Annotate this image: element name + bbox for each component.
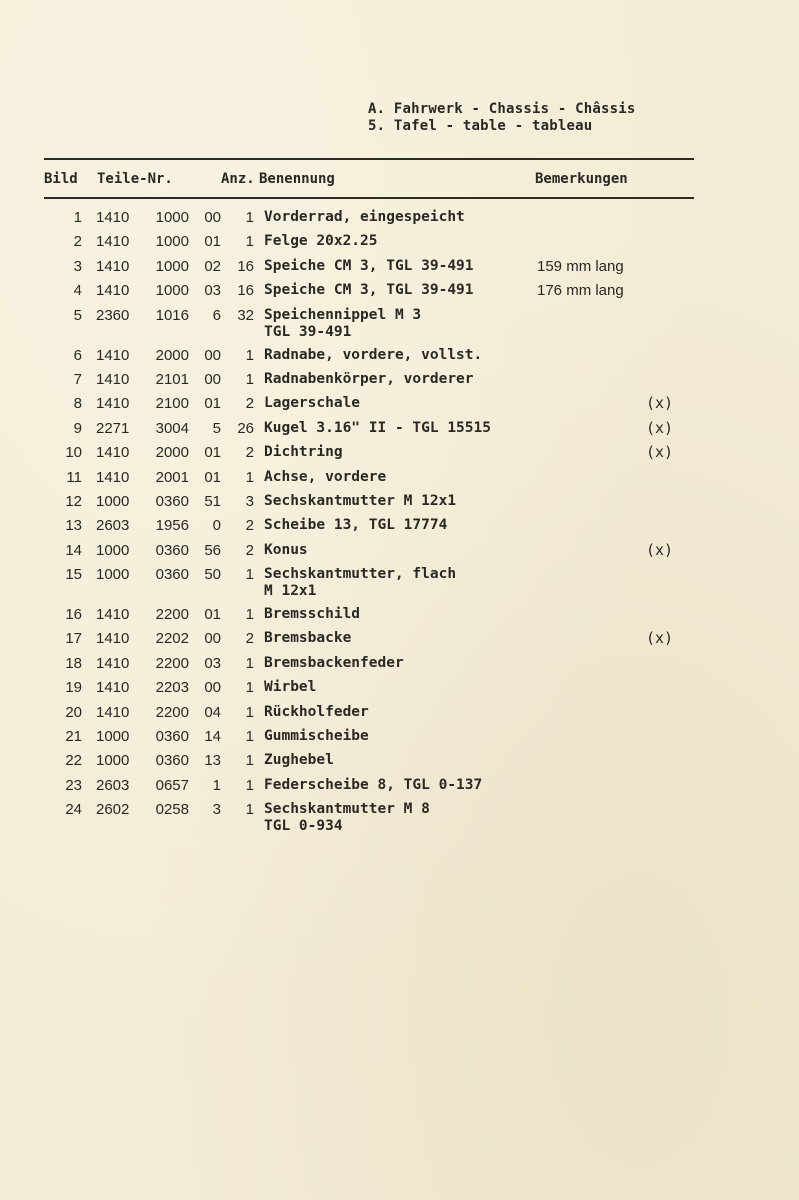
row-part-number-1: 1000: [96, 492, 130, 510]
row-part-number-3: 04: [204, 703, 221, 721]
row-benennung-line-1: Konus: [264, 541, 308, 558]
table-row: [0, 395, 799, 419]
row-part-number-2: 0360: [155, 541, 189, 559]
row-benennung: [264, 371, 474, 388]
row-part-number-2: 1000: [155, 257, 189, 275]
table-row: [0, 493, 799, 517]
row-quantity: 1: [245, 728, 254, 746]
row-benennung: [264, 801, 430, 835]
row-benennung: [264, 728, 369, 745]
row-benennung-line-1: Radnabe, vordere, vollst.: [264, 346, 483, 363]
row-part-number-1: 2602: [96, 801, 130, 819]
row-part-number-1: 2271: [96, 419, 130, 437]
row-benennung-line-1: Zughebel: [264, 752, 334, 769]
table-row: [0, 371, 799, 395]
row-benennung-line-1: Vorderrad, eingespeicht: [264, 209, 465, 225]
row-bild: 7: [73, 370, 82, 388]
row-part-number-1: 1410: [96, 346, 130, 364]
table-row: [0, 777, 799, 801]
row-benennung-line-2: M 12x1: [264, 583, 317, 600]
table-row: [0, 444, 799, 468]
row-part-number-1: 1410: [96, 257, 130, 275]
row-part-number-1: 1410: [96, 606, 130, 624]
row-part-number-3: 01: [204, 606, 221, 624]
row-part-number-3: 00: [204, 679, 221, 697]
row-benennung: [264, 307, 421, 341]
row-benennung-line-1: Radnabenkörper, vorderer: [264, 370, 474, 387]
heading-line-2: 5. Tafel - table - tableau: [368, 118, 593, 134]
row-part-number-1: 1000: [96, 541, 130, 559]
column-header-anz: Anz.: [221, 171, 255, 187]
row-benennung: [264, 209, 465, 226]
row-quantity: 1: [245, 606, 254, 624]
row-benennung: [264, 630, 351, 647]
row-part-number-2: 1000: [155, 209, 189, 226]
row-benennung-line-1: Sechskantmutter M 8: [264, 801, 430, 818]
table-row: [0, 347, 799, 371]
row-part-number-2: 2000: [155, 346, 189, 364]
column-header-teile-nr: Teile-Nr.: [97, 171, 173, 187]
row-part-number-1: 1000: [96, 752, 130, 770]
row-benennung: [264, 347, 482, 364]
row-part-number-1: 1000: [96, 728, 130, 746]
row-benennung-line-1: Speiche CM 3, TGL 39-491: [264, 282, 474, 299]
row-bild: 4: [73, 282, 82, 300]
row-part-number-1: 1410: [96, 444, 130, 462]
row-benennung-line-1: Achse, vordere: [264, 468, 387, 485]
row-benennung-line-1: Wirbel: [264, 679, 317, 696]
row-benennung-line-1: Dichtring: [264, 444, 343, 461]
row-quantity: 1: [245, 679, 254, 697]
row-part-number-1: 1000: [96, 566, 130, 584]
row-benennung: [264, 752, 334, 769]
row-part-number-2: 0657: [155, 776, 189, 794]
row-benennung: [264, 493, 456, 510]
row-benennung-line-2: TGL 39-491: [264, 323, 352, 340]
row-benennung-line-2: TGL 0-934: [264, 818, 343, 835]
row-part-number-3: 14: [204, 728, 221, 746]
row-bild: 8: [73, 395, 82, 413]
row-bild: 20: [65, 703, 82, 721]
row-part-number-3: 56: [204, 541, 221, 559]
row-quantity: 1: [245, 801, 254, 819]
row-quantity: 2: [245, 541, 254, 559]
table-row: [0, 679, 799, 703]
row-bild: 17: [65, 630, 82, 648]
row-benennung: [264, 395, 360, 412]
column-header-bild: Bild: [44, 171, 78, 187]
row-benennung-line-1: Speichennippel M 3: [264, 306, 422, 323]
row-part-number-1: 1410: [96, 370, 130, 388]
row-part-number-1: 2360: [96, 306, 130, 324]
table-row: [0, 728, 799, 752]
row-bild: 21: [65, 728, 82, 746]
row-part-number-3: 3: [212, 801, 221, 819]
row-part-number-3: 03: [204, 282, 221, 300]
table-row: [0, 655, 799, 679]
row-bild: 24: [65, 801, 82, 819]
row-quantity: 1: [245, 370, 254, 388]
row-benennung-line-1: Speiche CM 3, TGL 39-491: [264, 257, 474, 274]
row-part-number-1: 1410: [96, 679, 130, 697]
row-part-number-2: 1956: [155, 517, 189, 535]
row-benennung: [264, 517, 447, 534]
row-benennung-line-1: Lagerschale: [264, 395, 361, 412]
table-row: [0, 704, 799, 728]
table-top-rule: [44, 158, 694, 160]
row-quantity: 2: [245, 630, 254, 648]
row-bild: 22: [65, 752, 82, 770]
table-row: [0, 517, 799, 541]
table-row: [0, 606, 799, 630]
row-part-number-2: 3004: [155, 419, 189, 437]
row-part-number-2: 2200: [155, 654, 189, 672]
row-part-number-3: 50: [204, 566, 221, 584]
column-header-benennung: Benennung: [259, 171, 335, 187]
row-benennung: [264, 704, 369, 721]
table-row: [0, 630, 799, 654]
row-quantity: 1: [245, 566, 254, 584]
row-part-number-1: 1410: [96, 468, 130, 486]
table-header-rule: [44, 197, 694, 199]
row-part-number-2: 0360: [155, 752, 189, 770]
row-benennung-line-1: Sechskantmutter, flach: [264, 566, 457, 583]
row-part-number-2: 0360: [155, 566, 189, 584]
table-row: [0, 209, 799, 233]
row-benennung: [264, 542, 308, 559]
row-bild: 18: [65, 654, 82, 672]
row-quantity: 1: [245, 233, 254, 251]
row-part-number-3: 00: [204, 370, 221, 388]
row-bild: 5: [73, 306, 82, 324]
row-bild: 12: [65, 492, 82, 510]
row-part-number-3: 03: [204, 654, 221, 672]
row-quantity: 2: [245, 444, 254, 462]
table-row: [0, 542, 799, 566]
table-row: [0, 307, 799, 347]
row-bild: 2: [73, 233, 82, 251]
row-quantity: 16: [237, 257, 254, 275]
row-part-number-1: 1410: [96, 630, 130, 648]
row-bild: 19: [65, 679, 82, 697]
row-remark: 176 mm lang: [537, 282, 624, 300]
row-benennung-line-1: Felge 20x2.25: [264, 233, 378, 250]
row-quantity: 1: [245, 752, 254, 770]
row-mark: (x): [646, 540, 674, 559]
row-quantity: 1: [245, 346, 254, 364]
row-benennung: [264, 777, 482, 794]
row-quantity: 1: [245, 776, 254, 794]
row-part-number-2: 1000: [155, 282, 189, 300]
row-part-number-3: 6: [212, 306, 221, 324]
row-benennung: [264, 469, 386, 486]
row-part-number-2: 0360: [155, 492, 189, 510]
column-header-bemerkungen: Bemerkungen: [535, 171, 628, 187]
table-row: [0, 566, 799, 606]
row-part-number-2: 2203: [155, 679, 189, 697]
row-part-number-2: 1000: [155, 233, 189, 251]
row-part-number-1: 1410: [96, 703, 130, 721]
row-quantity: 1: [245, 703, 254, 721]
row-part-number-3: 1: [212, 776, 221, 794]
row-part-number-3: 01: [204, 233, 221, 251]
row-part-number-3: 13: [204, 752, 221, 770]
table-row: [0, 752, 799, 776]
row-quantity: 3: [245, 492, 254, 510]
row-part-number-2: 2202: [155, 630, 189, 648]
row-benennung-line-1: Kugel 3.16" II - TGL 15515: [264, 419, 491, 436]
row-part-number-1: 2603: [96, 517, 130, 535]
row-part-number-3: 51: [204, 492, 221, 510]
row-bild: 6: [73, 346, 82, 364]
row-benennung: [264, 606, 360, 623]
row-quantity: 16: [237, 282, 254, 300]
row-benennung: [264, 420, 491, 437]
row-benennung-line-1: Gummischeibe: [264, 728, 369, 745]
row-part-number-3: 0: [212, 517, 221, 535]
row-part-number-3: 5: [212, 419, 221, 437]
row-quantity: 32: [237, 306, 254, 324]
row-bild: 3: [73, 257, 82, 275]
row-benennung: [264, 655, 404, 672]
row-part-number-1: 1410: [96, 654, 130, 672]
row-benennung: [264, 444, 343, 461]
table-row: [0, 282, 799, 306]
row-bild: 16: [65, 606, 82, 624]
table-row: [0, 469, 799, 493]
row-benennung-line-1: Federscheibe 8, TGL 0-137: [264, 776, 483, 793]
row-part-number-2: 2200: [155, 606, 189, 624]
row-part-number-2: 0360: [155, 728, 189, 746]
row-part-number-1: 1410: [96, 395, 130, 413]
row-part-number-2: 2100: [155, 395, 189, 413]
row-part-number-1: 1410: [96, 209, 130, 226]
row-quantity: 26: [237, 419, 254, 437]
row-part-number-3: 00: [204, 209, 221, 226]
row-benennung: [264, 258, 474, 275]
row-part-number-2: 2200: [155, 703, 189, 721]
table-row: [0, 233, 799, 257]
table-row: [0, 258, 799, 282]
row-part-number-2: 1016: [155, 306, 189, 324]
row-part-number-3: 01: [204, 444, 221, 462]
row-part-number-2: 2000: [155, 444, 189, 462]
row-part-number-1: 1410: [96, 233, 130, 251]
row-bild: 13: [65, 517, 82, 535]
row-benennung-line-1: Rückholfeder: [264, 703, 369, 720]
row-part-number-3: 01: [204, 395, 221, 413]
row-part-number-3: 02: [204, 257, 221, 275]
row-bild: 14: [65, 541, 82, 559]
row-quantity: 1: [245, 654, 254, 672]
row-bild: 9: [73, 419, 82, 437]
table-row: [0, 801, 799, 841]
row-benennung: [264, 679, 316, 696]
row-part-number-2: 0258: [155, 801, 189, 819]
heading-line-1: A. Fahrwerk - Chassis - Châssis: [368, 101, 636, 117]
row-part-number-1: 2603: [96, 776, 130, 794]
row-benennung: [264, 282, 474, 299]
row-benennung-line-1: Bremsbackenfeder: [264, 654, 404, 671]
row-mark: (x): [646, 443, 674, 462]
row-mark: (x): [646, 418, 674, 437]
row-remark: 159 mm lang: [537, 257, 624, 275]
row-quantity: 2: [245, 517, 254, 535]
row-benennung: [264, 566, 456, 600]
row-quantity: 1: [245, 468, 254, 486]
row-quantity: 2: [245, 395, 254, 413]
row-part-number-2: 2001: [155, 468, 189, 486]
row-bild: 15: [65, 566, 82, 584]
row-part-number-2: 2101: [155, 370, 189, 388]
row-benennung-line-1: Scheibe 13, TGL 17774: [264, 517, 448, 534]
row-quantity: 1: [245, 209, 254, 226]
row-bild: 11: [66, 468, 82, 486]
table-row: [0, 420, 799, 444]
row-bild: 1: [73, 209, 82, 226]
row-mark: (x): [646, 629, 674, 648]
section-heading: [368, 101, 636, 135]
row-benennung-line-1: Sechskantmutter M 12x1: [264, 492, 457, 509]
row-benennung-line-1: Bremsschild: [264, 606, 361, 623]
row-bild: 23: [65, 776, 82, 794]
row-part-number-3: 00: [204, 346, 221, 364]
row-part-number-1: 1410: [96, 282, 130, 300]
row-benennung: [264, 233, 378, 250]
parts-table: [0, 209, 799, 841]
row-part-number-3: 01: [204, 468, 221, 486]
row-mark: (x): [646, 394, 674, 413]
row-benennung-line-1: Bremsbacke: [264, 630, 352, 647]
row-bild: 10: [65, 444, 82, 462]
row-part-number-3: 00: [204, 630, 221, 648]
